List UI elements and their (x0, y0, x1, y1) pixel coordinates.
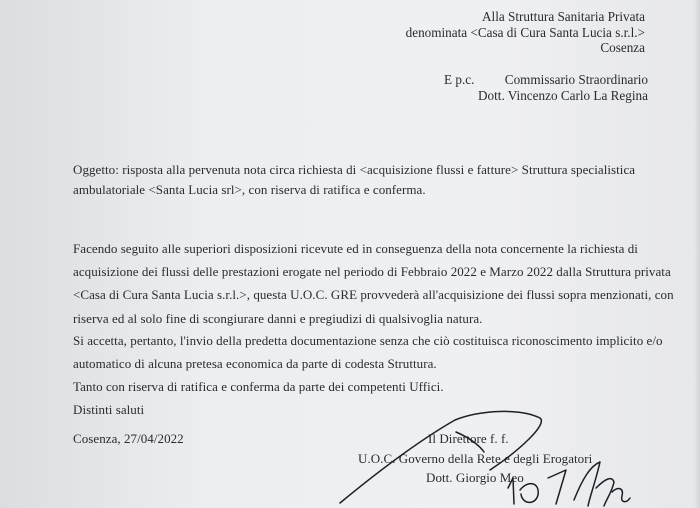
cc-label: E p.c. (444, 72, 475, 87)
recipient-line-2: denominata <Casa di Cura Santa Lucia s.r.l.> (405, 25, 645, 40)
place-date: Cosenza, 27/04/2022 (73, 431, 184, 446)
signatory-office: U.O.C. Governo della Rete e degli Erogatori (358, 451, 593, 466)
cc-title: Commissario Straordinario (504, 72, 648, 87)
body-line-4: riserva ed al solo fine di scongiurare danni e pregiudizi di qualsivoglia natura. (73, 311, 483, 326)
body-line-6: automatico di alcuna pretesa economica da parte di codesta Struttura. (73, 356, 437, 371)
closing-salutation: Distinti saluti (73, 402, 145, 417)
body-line-5: Si accetta, pertanto, l'invio della predetta documentazione senza che ciò costituisca riconoscimento implicito e/o (73, 333, 663, 348)
page-edge-shadow (694, 0, 700, 508)
subject-line-2: ambulatoriale <Santa Lucia srl>, con riserva di ratifica e conferma. (73, 182, 426, 197)
body-line-1: Facendo seguito alle superiori disposizioni ricevute ed in conseguenza della nota concernente la richiesta di (73, 241, 638, 256)
signatory-role: Il Direttore f. f. (428, 431, 509, 446)
body-line-2: acquisizione dei flussi delle prestazioni erogate nel periodo di Febbraio 2022 e Marzo 2022 dalla Struttura privata (73, 264, 671, 279)
recipient-line-1: Alla Struttura Sanitaria Privata (482, 9, 645, 24)
signatory-name: Dott. Giorgio Meo (426, 470, 524, 485)
body-line-7: Tanto con riserva di ratifica e conferma da parte dei competenti Uffici. (73, 379, 444, 394)
cc-person: Dott. Vincenzo Carlo La Regina (478, 88, 648, 103)
subject-line-1: Oggetto: risposta alla pervenuta nota circa richiesta di <acquisizione flussi e fatture> Struttura specialistica (73, 162, 636, 177)
body-line-3: <Casa di Cura Santa Lucia s.r.l.>, questa U.O.C. GRE provvederà all'acquisizione dei flussi sopra menzionati, con (73, 287, 674, 302)
recipient-line-3: Cosenza (600, 40, 645, 55)
